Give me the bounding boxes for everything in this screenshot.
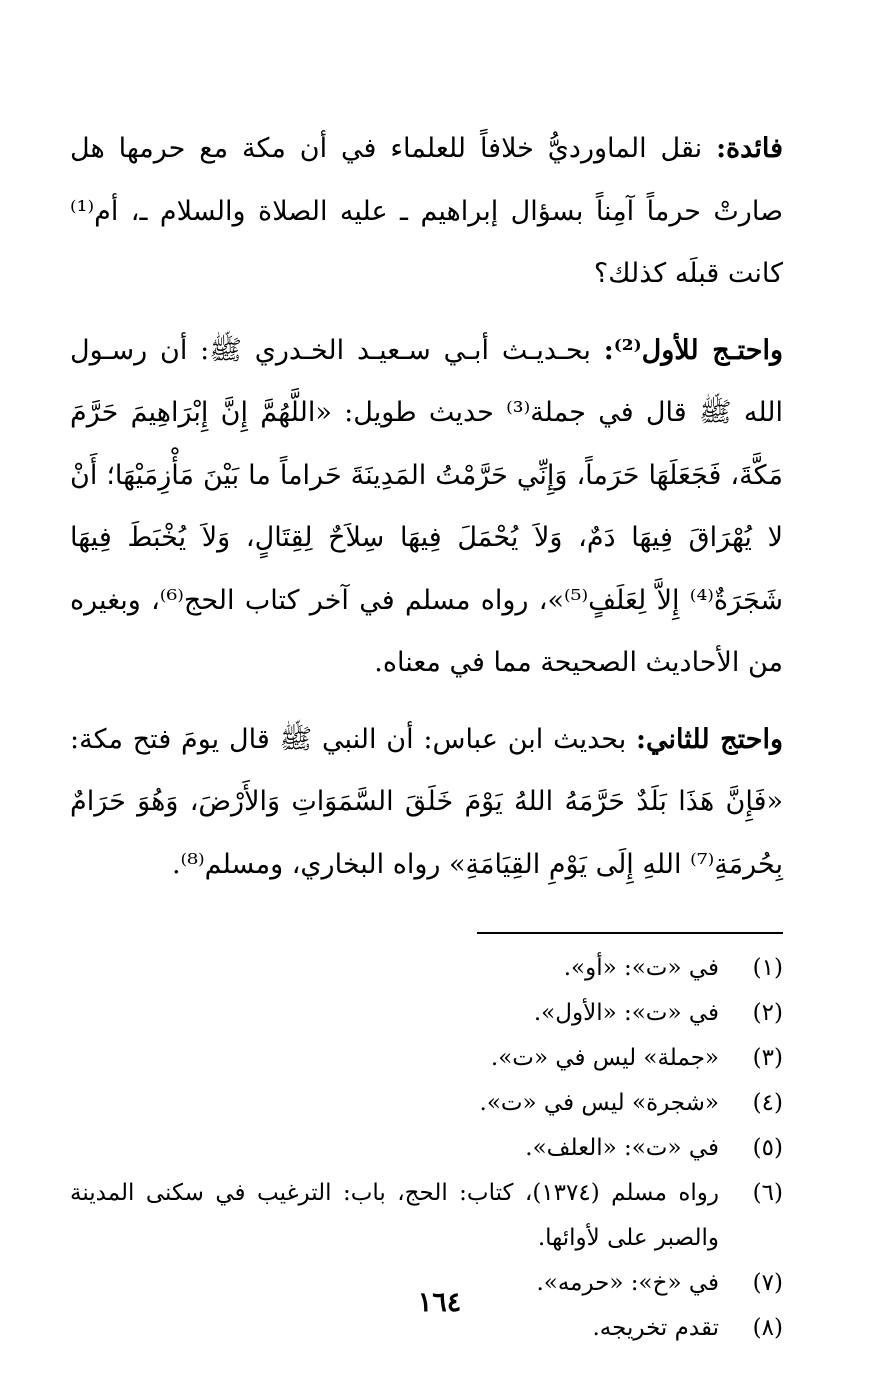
footnote-item <box>70 946 783 991</box>
footnote-text: في «خ»: «حرمه». <box>536 1270 719 1296</box>
footnote-number: (١) <box>752 955 783 981</box>
footnote-item <box>70 1126 783 1171</box>
footnote-text: رواه مسلم (١٣٧٤)، كتاب: الحج، باب: الترغيب في سكنى المدينة والصبر على لأوائها. <box>70 1180 719 1251</box>
footnote-number: (٣) <box>752 1045 783 1071</box>
footnote-text: في «ت»: «أو». <box>563 955 719 981</box>
footnote-text: في «ت»: «الأول». <box>533 1000 719 1026</box>
paragraph-text: بحديث ابن عباس: أن النبي ﷺ قال يومَ فتح مكة: «فَإِنَّ هَذَا بَلَدٌ حَرَّمَهُ اللهُ يَوْمَ خَلَقَ السَّمَوَاتِ وَالأَرْضَ، وَهُوَ حَرَامٌ بِحُرمَةِ⁽⁷⁾ اللهِ إِلَى يَوْمِ القِيَامَةِ» رواه البخاري، ومسلم⁽⁸⁾. <box>70 723 783 880</box>
paragraph-text: نقل الماورديُّ خلافاً للعلماء في أن مكة مع حرمها هل صارتْ حرماً آمِناً بسؤال إبراهيم ـ عليه الصلاة والسلام ـ، أم⁽¹⁾ كانت قبلَه كذلك؟ <box>70 133 783 289</box>
footnote-item <box>70 1171 783 1261</box>
footnote-item <box>70 991 783 1036</box>
paragraph-first-opinion <box>70 320 783 695</box>
paragraph-text: بحـديـث أبـي سـعيـد الخـدري ﷺ: أن رسـول الله ﷺ قال في جملة⁽³⁾ حديث طويل: «اللَّهُمَّ إِنَّ إِبْرَاهِيمَ حَرَّمَ مَكَّةَ، فَجَعَلَهَا حَرَماً، وَإِنِّي حَرَّمْتُ المَدِينَةَ حَراماً ما بَيْنَ مَأْزِمَيْهَا؛ أَنْ لا يُهْرَاقَ فِيهَا دَمٌ، وَلاَ يُحْمَلَ فِيهَا سِلاَحٌ لِقِتَالٍ، وَلاَ يُخْبَطَ فِيهَا شَجَرَةٌ⁽⁴⁾ إِلاَّ لِعَلَفٍ⁽⁵⁾»، رواه مسلم في آخر كتاب الحج⁽⁶⁾، وبغيره من الأحاديث الصحيحة مما في معناه. <box>70 334 784 678</box>
footnote-text: «جملة» ليس في «ت». <box>490 1045 719 1071</box>
paragraph-label: فائدة: <box>716 133 783 164</box>
footnote-divider <box>477 932 783 934</box>
paragraph-label: واحتـج للأول⁽²⁾: <box>603 334 783 366</box>
footnote-text: «شجرة» ليس في «ت». <box>479 1090 719 1116</box>
paragraph-fa-ida <box>70 118 783 306</box>
footnote-text: تقدم تخريجه. <box>592 1315 719 1341</box>
footnote-number: (٤) <box>752 1090 783 1116</box>
footnote-number: (٧) <box>752 1270 783 1296</box>
footnote-number: (٢) <box>752 1000 783 1026</box>
footnote-item <box>70 1036 783 1081</box>
footnote-item <box>70 1081 783 1126</box>
footnote-number: (٦) <box>752 1180 783 1206</box>
footnote-text: في «ت»: «العلف». <box>525 1135 719 1161</box>
paragraph-second-opinion <box>70 709 783 897</box>
footnote-number: (٥) <box>752 1135 783 1161</box>
footnote-number: (٨) <box>752 1315 783 1341</box>
page-number: ١٦٤ <box>417 1287 462 1318</box>
paragraph-label: واحتج للثاني: <box>636 723 783 755</box>
